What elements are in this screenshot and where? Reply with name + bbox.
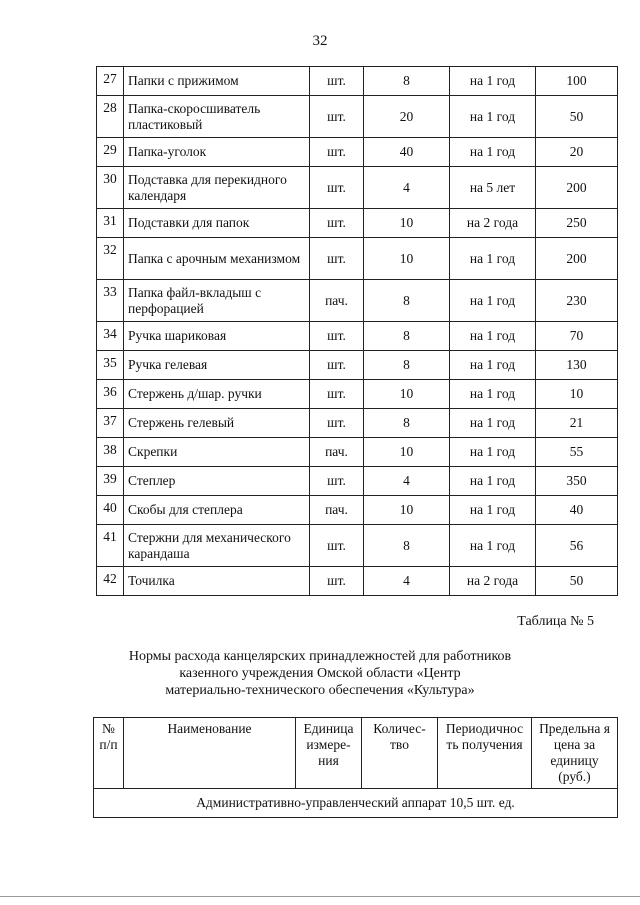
cell-num: 39: [97, 467, 124, 496]
cell-price: 20: [536, 138, 618, 167]
table-row: [97, 138, 618, 167]
cell-price: 200: [536, 238, 618, 280]
cell-qty: 10: [364, 238, 450, 280]
section-row: [94, 789, 618, 818]
table-title: [0, 648, 640, 699]
cell-qty: 8: [364, 322, 450, 351]
cell-price: 10: [536, 380, 618, 409]
cell-name: Папка с арочным механизмом: [124, 238, 310, 280]
cell-price: 130: [536, 351, 618, 380]
table-row: [97, 567, 618, 596]
cell-price: 40: [536, 496, 618, 525]
table-row: [97, 525, 618, 567]
page-bottom-rule: [0, 896, 640, 897]
cell-num: 38: [97, 438, 124, 467]
cell-unit: шт.: [310, 351, 364, 380]
cell-unit: шт.: [310, 380, 364, 409]
header-unit: Единица измере-ния: [296, 718, 362, 789]
cell-unit: шт.: [310, 238, 364, 280]
cell-price: 230: [536, 280, 618, 322]
cell-name: Папка файл-вкладыш с перфорацией: [124, 280, 310, 322]
cell-qty: 10: [364, 496, 450, 525]
cell-period: на 1 год: [450, 380, 536, 409]
cell-period: на 1 год: [450, 438, 536, 467]
cell-price: 50: [536, 96, 618, 138]
cell-unit: шт.: [310, 96, 364, 138]
table-row: [97, 238, 618, 280]
cell-name: Ручка гелевая: [124, 351, 310, 380]
cell-name: Папка-уголок: [124, 138, 310, 167]
cell-unit: шт.: [310, 409, 364, 438]
cell-unit: шт.: [310, 209, 364, 238]
cell-unit: шт.: [310, 525, 364, 567]
cell-qty: 40: [364, 138, 450, 167]
cell-num: 40: [97, 496, 124, 525]
cell-price: 55: [536, 438, 618, 467]
cell-price: 21: [536, 409, 618, 438]
table-row: [97, 438, 618, 467]
table-row: [97, 380, 618, 409]
table-title-line: Нормы расхода канцелярских принадлежностей для работников: [128, 649, 512, 664]
header-qty: Количес-тво: [362, 718, 438, 789]
cell-qty: 8: [364, 409, 450, 438]
cell-num: 31: [97, 209, 124, 238]
cell-period: на 2 года: [450, 567, 536, 596]
cell-period: на 5 лет: [450, 167, 536, 209]
cell-unit: шт.: [310, 567, 364, 596]
cell-qty: 8: [364, 67, 450, 96]
cell-num: 34: [97, 322, 124, 351]
table-row: [97, 167, 618, 209]
norms-table: [93, 717, 618, 818]
cell-qty: 10: [364, 438, 450, 467]
cell-num: 29: [97, 138, 124, 167]
cell-num: 32: [97, 238, 124, 280]
cell-period: на 1 год: [450, 525, 536, 567]
cell-qty: 8: [364, 351, 450, 380]
table-row: [97, 96, 618, 138]
cell-unit: шт.: [310, 467, 364, 496]
cell-qty: 8: [364, 525, 450, 567]
page-number: 32: [312, 33, 328, 49]
table-row: [97, 209, 618, 238]
cell-qty: 4: [364, 567, 450, 596]
cell-price: 50: [536, 567, 618, 596]
cell-unit: шт.: [310, 138, 364, 167]
cell-name: Подставка для перекидного календаря: [124, 167, 310, 209]
cell-name: Папки с прижимом: [124, 67, 310, 96]
cell-period: на 1 год: [450, 467, 536, 496]
header-num: № п/п: [94, 718, 124, 789]
table-row: [97, 496, 618, 525]
header-row: [94, 718, 618, 789]
table-row: [97, 322, 618, 351]
cell-name: Стержень гелевый: [124, 409, 310, 438]
cell-period: на 1 год: [450, 138, 536, 167]
cell-num: 36: [97, 380, 124, 409]
items-table: [96, 66, 618, 596]
cell-num: 41: [97, 525, 124, 567]
cell-qty: 8: [364, 280, 450, 322]
cell-unit: пач.: [310, 438, 364, 467]
table-row: [97, 67, 618, 96]
cell-period: на 1 год: [450, 351, 536, 380]
cell-period: на 1 год: [450, 409, 536, 438]
header-name: Наименование: [124, 718, 296, 789]
cell-num: 42: [97, 567, 124, 596]
cell-unit: шт.: [310, 67, 364, 96]
cell-name: Степлер: [124, 467, 310, 496]
cell-num: 27: [97, 67, 124, 96]
table-title-line: материально-технического обеспечения «Культура»: [165, 683, 475, 698]
table-title-line: казенного учреждения Омской области «Центр: [179, 666, 461, 681]
cell-name: Скобы для степлера: [124, 496, 310, 525]
cell-num: 28: [97, 96, 124, 138]
cell-period: на 2 года: [450, 209, 536, 238]
cell-qty: 20: [364, 96, 450, 138]
cell-unit: пач.: [310, 496, 364, 525]
header-price: Предельна я цена за единицу (руб.): [532, 718, 618, 789]
cell-period: на 1 год: [450, 96, 536, 138]
cell-period: на 1 год: [450, 496, 536, 525]
table-row: [97, 409, 618, 438]
cell-period: на 1 год: [450, 238, 536, 280]
cell-price: 70: [536, 322, 618, 351]
cell-name: Стержни для механического карандаша: [124, 525, 310, 567]
cell-qty: 4: [364, 467, 450, 496]
cell-name: Ручка шариковая: [124, 322, 310, 351]
section-label: Административно-управленческий аппарат 10,5 шт. ед.: [94, 789, 618, 818]
cell-period: на 1 год: [450, 280, 536, 322]
cell-unit: шт.: [310, 322, 364, 351]
cell-unit: шт.: [310, 167, 364, 209]
table-row: [97, 280, 618, 322]
cell-name: Точилка: [124, 567, 310, 596]
cell-qty: 10: [364, 380, 450, 409]
cell-num: 30: [97, 167, 124, 209]
items-table-body: [97, 67, 618, 596]
cell-price: 100: [536, 67, 618, 96]
cell-num: 35: [97, 351, 124, 380]
cell-period: на 1 год: [450, 322, 536, 351]
cell-qty: 4: [364, 167, 450, 209]
header-period: Периодичнос ть получения: [438, 718, 532, 789]
cell-price: 200: [536, 167, 618, 209]
cell-period: на 1 год: [450, 67, 536, 96]
table-row: [97, 467, 618, 496]
table-row: [97, 351, 618, 380]
cell-name: Подставки для папок: [124, 209, 310, 238]
cell-price: 250: [536, 209, 618, 238]
cell-unit: пач.: [310, 280, 364, 322]
cell-num: 37: [97, 409, 124, 438]
cell-name: Стержень д/шар. ручки: [124, 380, 310, 409]
cell-name: Скрепки: [124, 438, 310, 467]
table-caption: Таблица № 5: [517, 614, 594, 629]
cell-name: Папка-скоросшиватель пластиковый: [124, 96, 310, 138]
cell-price: 350: [536, 467, 618, 496]
cell-num: 33: [97, 280, 124, 322]
cell-qty: 10: [364, 209, 450, 238]
cell-price: 56: [536, 525, 618, 567]
